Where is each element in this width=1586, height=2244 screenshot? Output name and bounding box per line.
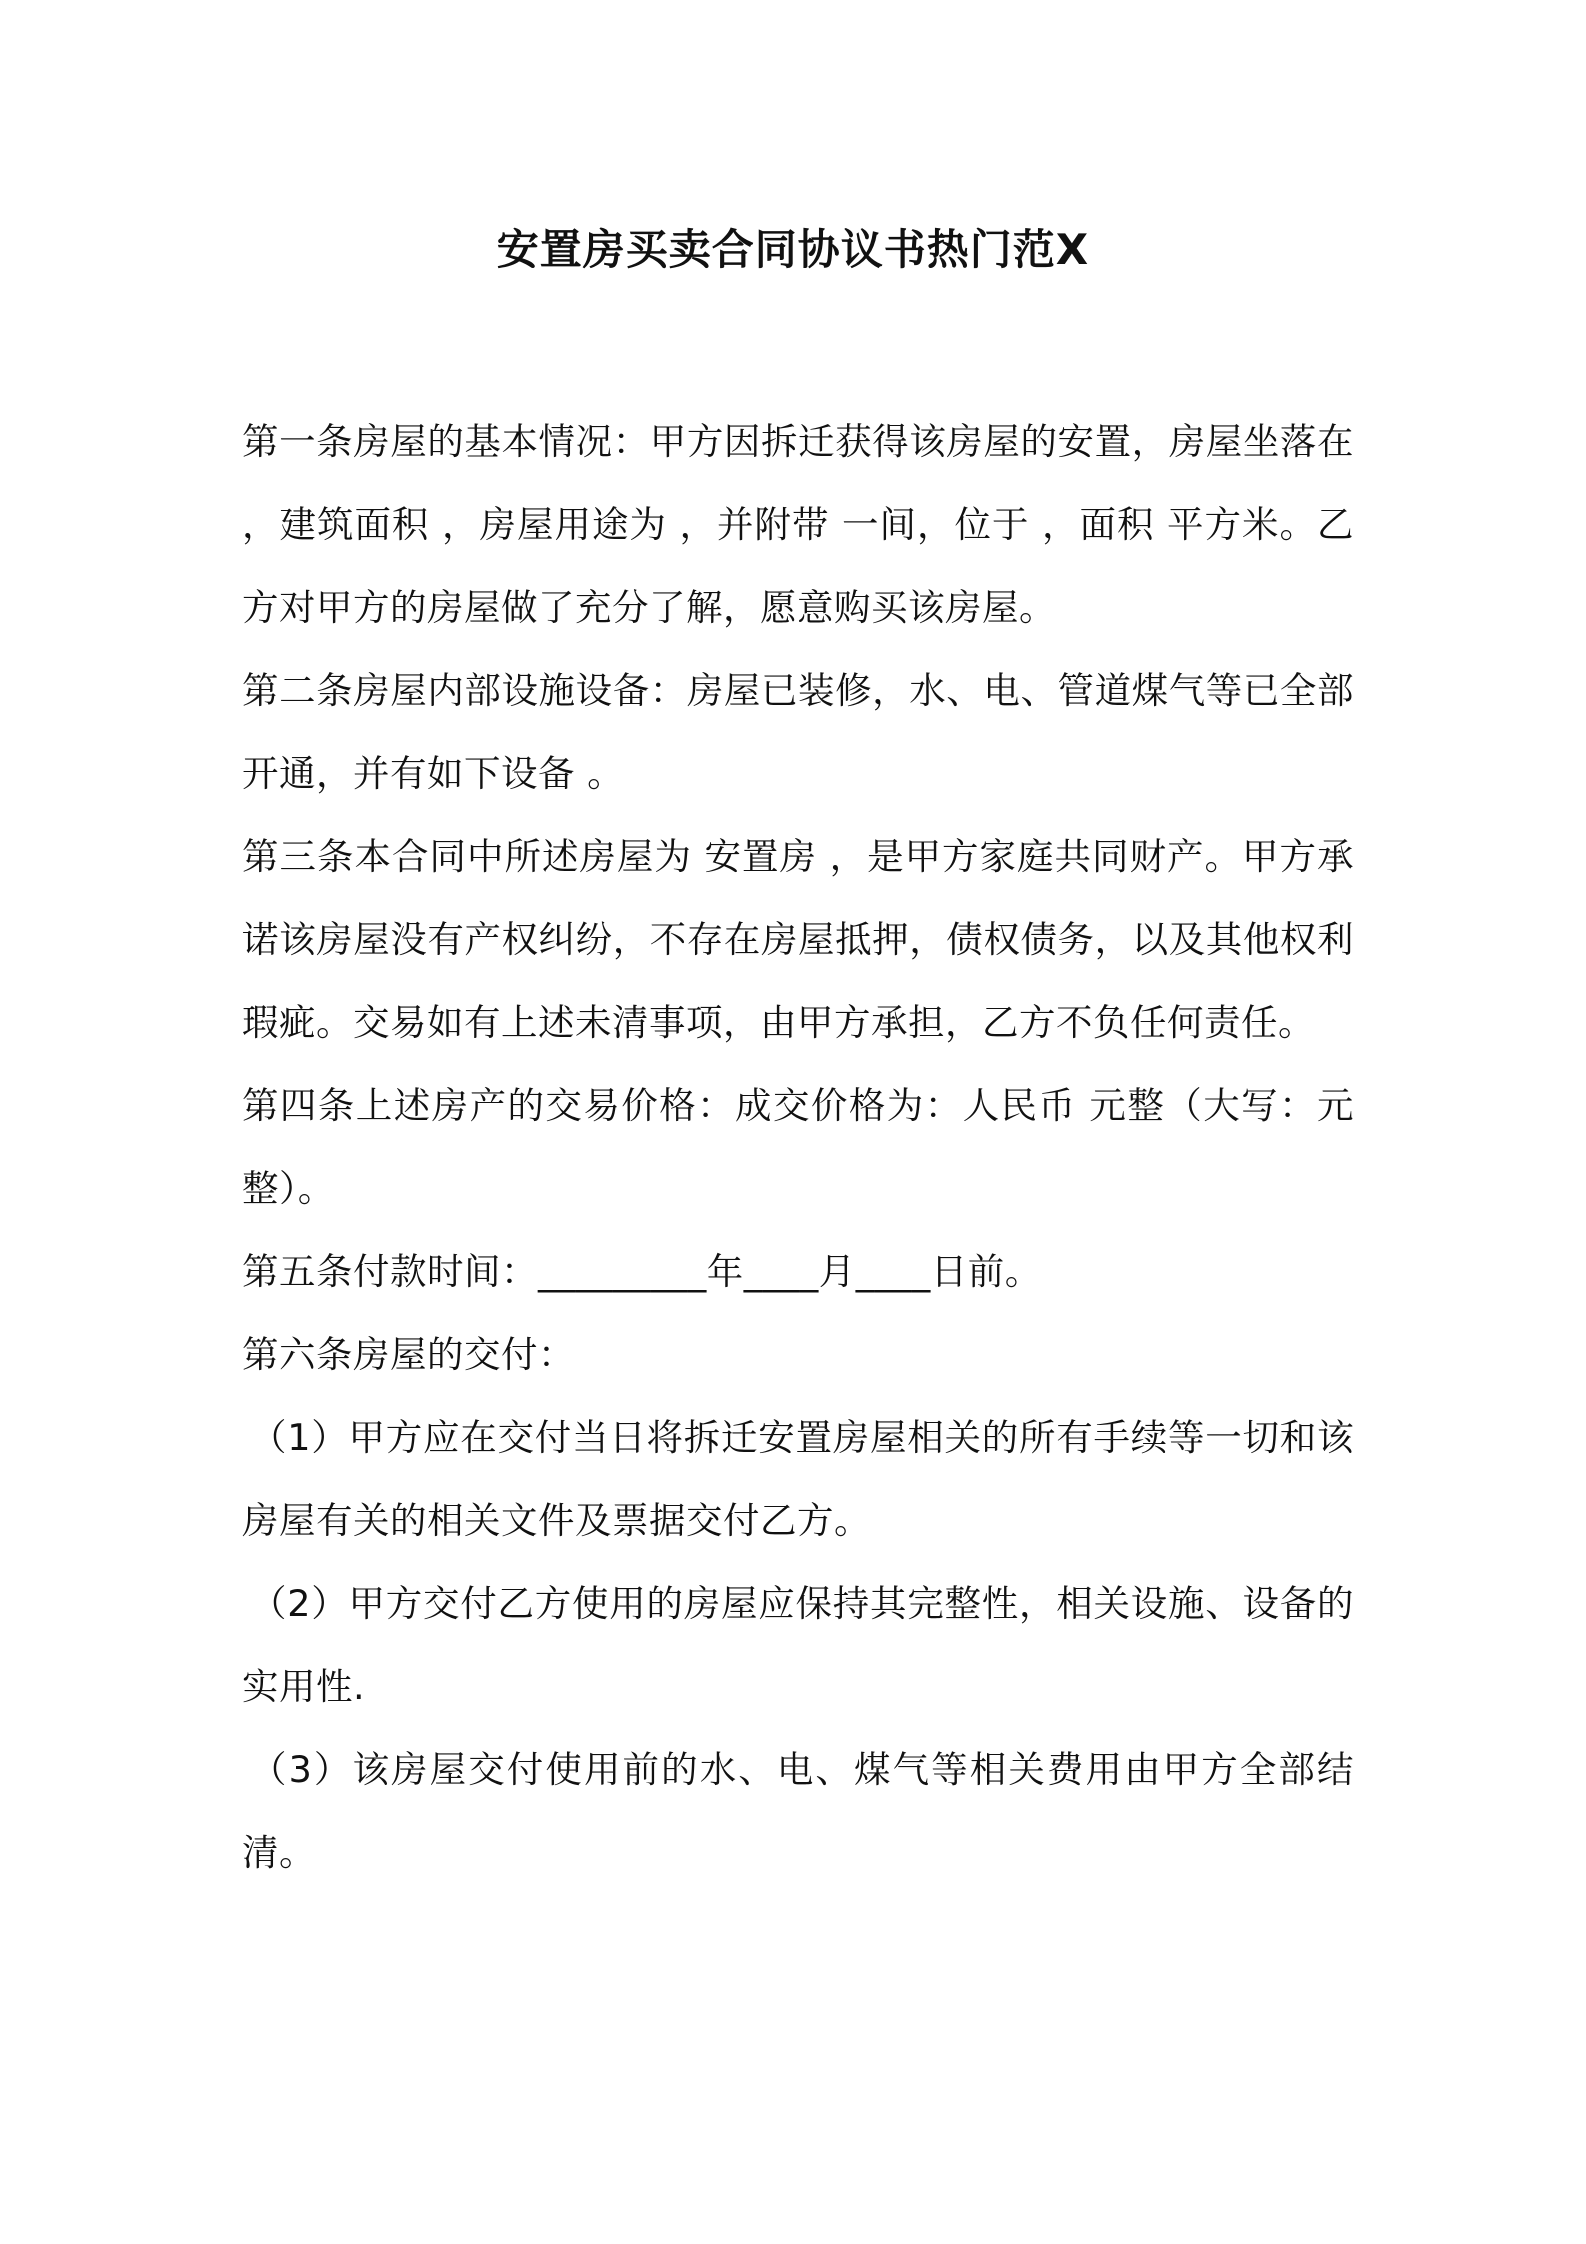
article-6-clause-3: （3）该房屋交付使用前的水、电、煤气等相关费用由甲方全部结清。 [242,1748,1354,1874]
document-body [242,400,1354,1894]
article-6-clause-2: （2）甲方交付乙方使用的房屋应保持其完整性，相关设施、设备的实用性. [242,1582,1354,1708]
article-5-payment-time: 第五条付款时间：_________年____月____日前。 [242,1250,1042,1293]
article-2-facilities: 第二条房屋内部设施设备：房屋已装修，水、电、管道煤气等已全部开通，并有如下设备 。 [242,669,1354,795]
article-6-clause-1: （1）甲方应在交付当日将拆迁安置房屋相关的所有手续等一切和该房屋有关的相关文件及票据交付乙方。 [242,1416,1354,1542]
document-title: 安置房买卖合同协议书热门范X [496,225,1090,274]
article-1-basic-info: 第一条房屋的基本情况：甲方因拆迁获得该房屋的安置，房屋坐落在 ，建筑面积 ，房屋用途为 ，并附带 一间，位于 ，面积 平方米。乙方对甲方的房屋做了充分了解，愿意购买该房屋。 [242,420,1354,629]
article-3-ownership: 第三条本合同中所述房屋为 安置房 ，是甲方家庭共同财产。甲方承诺该房屋没有产权纠纷，不存在房屋抵押，债权债务，以及其他权利瑕疵。交易如有上述未清事项，由甲方承担，乙方不负任何责任。 [242,835,1354,1044]
article-4-price: 第四条上述房产的交易价格：成交价格为：人民币 元整（大写：元整）。 [242,1084,1354,1210]
article-6-delivery: 第六条房屋的交付： [242,1333,575,1376]
